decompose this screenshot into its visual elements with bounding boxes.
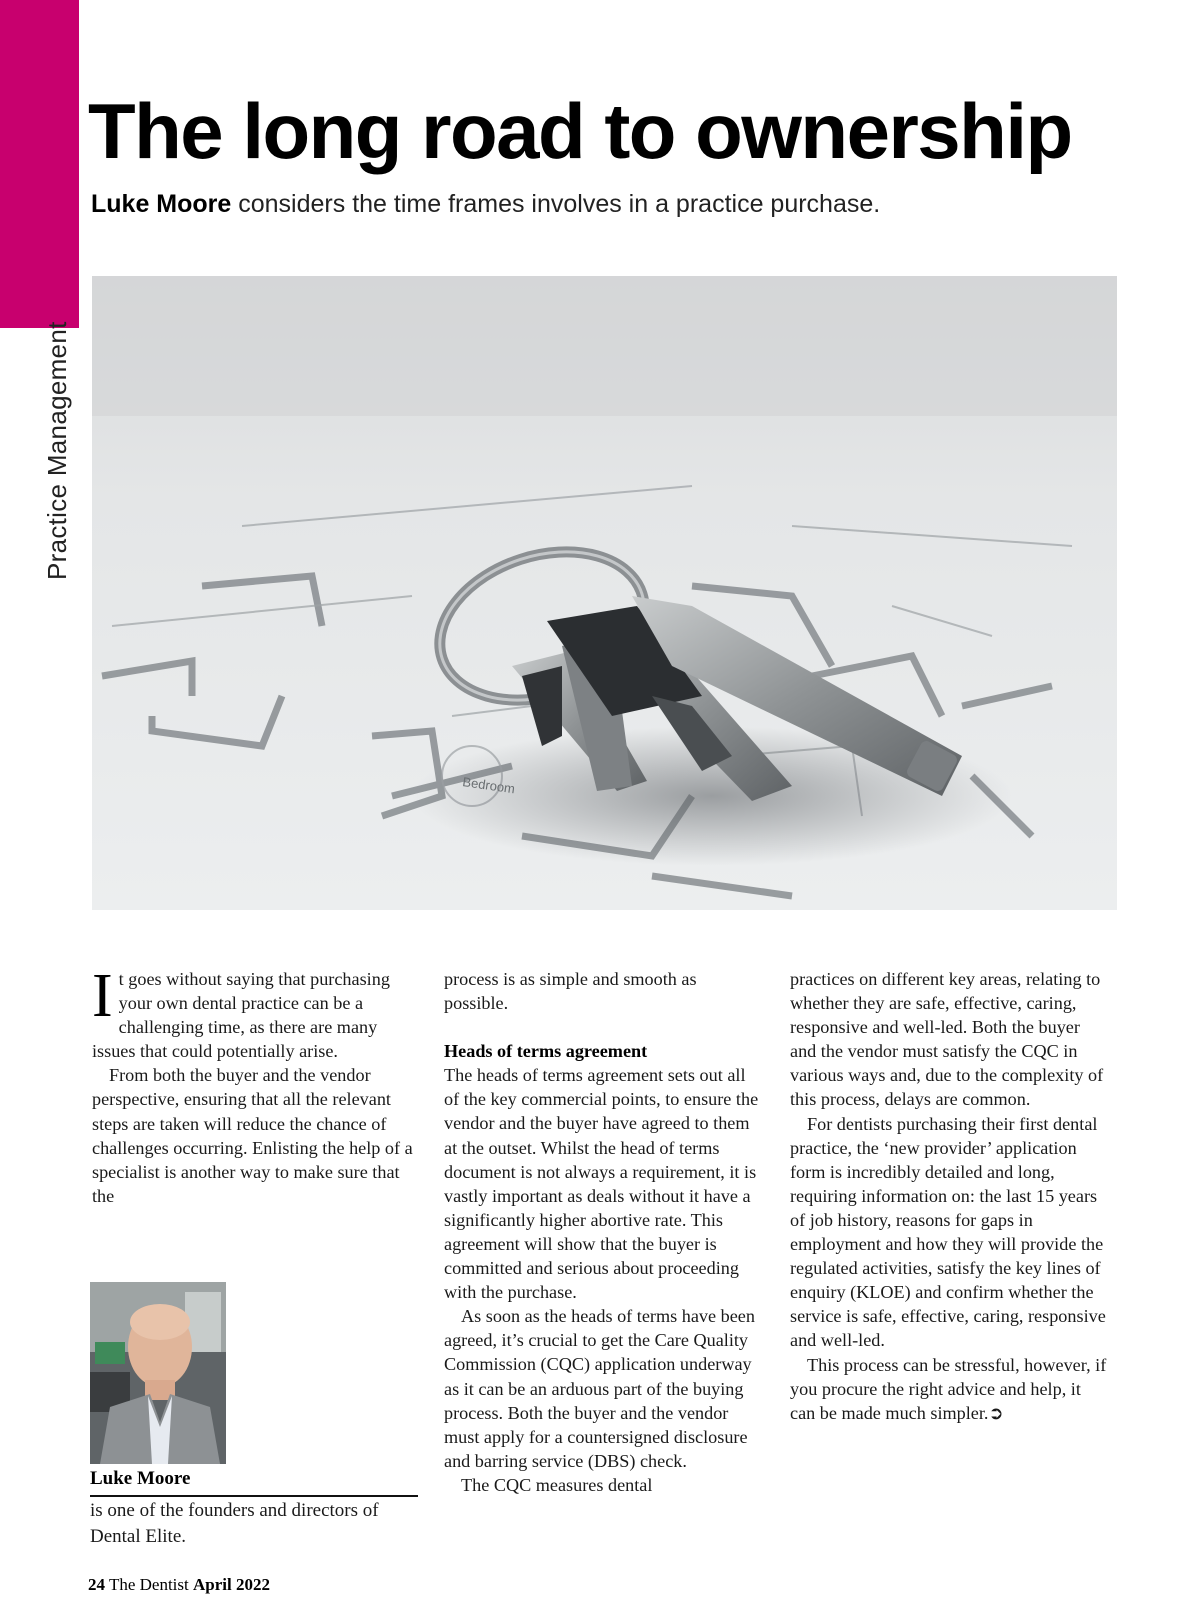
paragraph: For dentists purchasing their first dental practice, the ‘new provider’ application form is incredibly detailed and long, requiring information on: the last 15 years of job history, reasons for gaps in employment and how they will provide the regulated activities, satisfy the key lines of enquiry (KLOE) and confirm whether the service is safe, effective, caring, responsive and well-led.: [790, 1113, 1106, 1351]
end-mark-icon: ➲: [988, 1402, 1004, 1423]
author-name: Luke Moore: [90, 1468, 191, 1489]
subheading: Heads of terms agreement: [444, 1041, 648, 1062]
standfirst: [91, 190, 880, 219]
paragraph: The CQC measures dental: [461, 1474, 653, 1495]
hero-image: [92, 276, 1117, 910]
hero-photo-keys-on-floorplan: [92, 276, 1117, 910]
paragraph: practices on different key areas, relating to whether they are safe, effective, caring, responsive and well-led. Both the buyer and the vendor must satisfy the CQC in various ways and, due to the complexity of this process, delays are common.: [790, 969, 1104, 1110]
paragraph: t goes without saying that purchasing your own dental practice can be a challenging time, as there are many issues that could potentially arise.: [92, 969, 390, 1062]
article-column-3: [790, 967, 1110, 1425]
standfirst-author: Luke Moore: [91, 190, 232, 218]
avatar: [90, 1282, 226, 1464]
paragraph: As soon as the heads of terms have been agreed, it’s crucial to get the Care Quality Commission (CQC) application underway as it can be an arduous part of the buying process. Both the buyer and the vendor must apply for a countersigned disclosure and barring service (DBS) check.: [444, 1306, 755, 1471]
standfirst-text: considers the time frames involves in a practice purchase.: [238, 190, 881, 218]
divider: [90, 1495, 418, 1497]
paragraph: From both the buyer and the vendor perspective, ensuring that all the relevant steps are taken will reduce the chance of challenges occurring. Enlisting the help of a specialist is another way to make sure that the: [92, 1065, 413, 1206]
page-footer: [88, 1575, 270, 1595]
issue-date: April 2022: [193, 1575, 270, 1594]
article-column-2: [444, 967, 764, 1497]
article-column-1: [92, 962, 424, 1208]
publication-name: The Dentist: [108, 1575, 189, 1594]
page-number: 24: [88, 1575, 105, 1594]
author-photo: [90, 1282, 226, 1464]
section-label: Practice Management: [42, 321, 72, 580]
article-title: The long road to ownership: [88, 87, 1072, 175]
drop-cap: I: [92, 962, 113, 1030]
paragraph: process is as simple and smooth as possible.: [444, 969, 697, 1014]
paragraph: This process can be stressful, however, if you procure the right advice and help, it can be made much simpler.: [790, 1354, 1107, 1423]
paragraph: The heads of terms agreement sets out all of the key commercial points, to ensure the vendor and the buyer have agreed to them at the outset. Whilst the head of terms document is not always a requirement, it is vastly important as deals without it have a significantly higher abortive rate. This agreement will show that the buyer is committed and serious about proceeding with the purchase.: [444, 1065, 759, 1303]
author-bio: is one of the founders and directors of Dental Elite.: [90, 1500, 379, 1547]
section-color-bar: [0, 0, 79, 328]
